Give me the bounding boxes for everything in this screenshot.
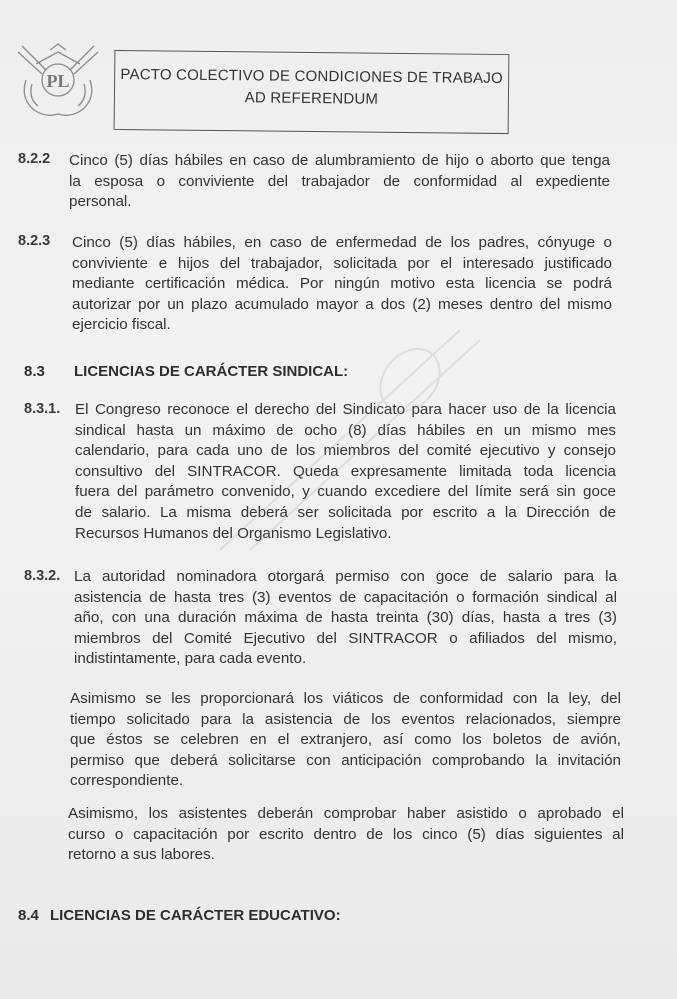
section-8-3-2-paragraph-2 bbox=[70, 689, 621, 792]
text-line: Asimismo se les proporcionará los viáticos de conformidad con la ley, del bbox=[70, 690, 621, 707]
text-line: El Congreso reconoce el derecho del Sindicato para hacer uso de la licencia bbox=[75, 401, 616, 418]
text-line: retorno a sus labores. bbox=[68, 846, 215, 864]
congress-emblem-icon bbox=[12, 40, 104, 120]
svg-text:PL: PL bbox=[46, 71, 70, 91]
section-8-2-2-text bbox=[69, 151, 610, 213]
section-heading-8-3: LICENCIAS DE CARÁCTER SINDICAL: bbox=[74, 363, 349, 380]
text-line: Asimismo, los asistentes deberán comprobar haber asistido o aprobado el bbox=[68, 805, 624, 822]
section-8-3-2-paragraph-3 bbox=[68, 804, 624, 866]
text-line: correspondiente. bbox=[70, 772, 184, 790]
section-heading-8-4: LICENCIAS DE CARÁCTER EDUCATIVO: bbox=[50, 907, 341, 924]
diagonal-watermark-stamp bbox=[180, 300, 520, 560]
text-line: asistencia de hasta tres (3) eventos de capacitación o formación sindical al bbox=[74, 588, 617, 606]
text-line: sindical hasta un máximo de ocho (8) días hábiles en un mismo mes bbox=[75, 421, 616, 439]
text-line: la esposa o conviviente del trabajador de conformidad al expediente bbox=[69, 172, 610, 190]
text-line: que éstos se celebren en el extranjero, así como los boletos de avión, bbox=[70, 731, 621, 749]
text-line: La autoridad nominadora otorgará permiso con goce de salario para la bbox=[74, 568, 617, 585]
text-line: mediante certificación médica. Por ningún motivo esta licencia se podrá bbox=[72, 275, 612, 293]
section-number-8-3-2: 8.3.2. bbox=[24, 568, 61, 584]
text-line: curso o capacitación por escrito dentro de los cinco (5) días siguientes al bbox=[68, 825, 624, 843]
section-8-3-2-text bbox=[74, 567, 617, 670]
text-line: indistintamente, para cada evento. bbox=[74, 650, 307, 668]
document-header-box bbox=[114, 50, 510, 134]
section-number-8-3-1: 8.3.1. bbox=[24, 401, 61, 417]
text-line: personal. bbox=[69, 193, 132, 211]
text-line: conviviente e hijos del trabajador, solicitada por el interesado justificado bbox=[72, 254, 612, 272]
text-line: tiempo solicitado para la asistencia de los eventos relacionados, siempre bbox=[70, 710, 621, 728]
text-line: año, con una duración máxima de hasta treinta (30) días, hasta a tres (3) bbox=[74, 609, 617, 627]
section-number-8-2-3: 8.2.3 bbox=[18, 233, 51, 249]
text-line: fuera del parámetro convenido, y cuando excediere del límite será sin goce bbox=[75, 483, 616, 501]
text-line: Recursos Humanos del Organismo Legislativo. bbox=[75, 524, 392, 542]
text-line: Cinco (5) días hábiles, en caso de enfermedad de los padres, cónyuge o bbox=[72, 234, 612, 251]
text-line: ejercicio fiscal. bbox=[72, 316, 171, 334]
header-title-line2: AD REFERENDUM bbox=[244, 89, 379, 108]
text-line: consultivo del SINTRACOR. Queda expresamente limitada toda licencia bbox=[75, 462, 616, 480]
header-title-line1: PACTO COLECTIVO DE CONDICIONES DE TRABAJO bbox=[120, 65, 503, 88]
section-number-8-4: 8.4 bbox=[18, 907, 39, 924]
text-line: autorizar por un plazo acumulado mayor a dos (2) meses dentro del mismo bbox=[72, 295, 612, 313]
section-number-8-3: 8.3 bbox=[24, 363, 45, 380]
section-number-8-2-2: 8.2.2 bbox=[18, 151, 51, 167]
text-line: permiso que deberá solicitarse con anticipación comprobando la invitación bbox=[70, 751, 621, 769]
text-line: miembros del Comité Ejecutivo del SINTRACOR o afiliados del mismo, bbox=[74, 629, 617, 647]
text-line: Cinco (5) días hábiles en caso de alumbramiento de hijo o aborto que tenga bbox=[69, 152, 610, 169]
text-line: de salario. La misma deberá ser solicitada por escrito a la Dirección de bbox=[75, 503, 616, 521]
text-line: calendario, para cada uno de los miembros del comité ejecutivo y consejo bbox=[75, 442, 616, 460]
